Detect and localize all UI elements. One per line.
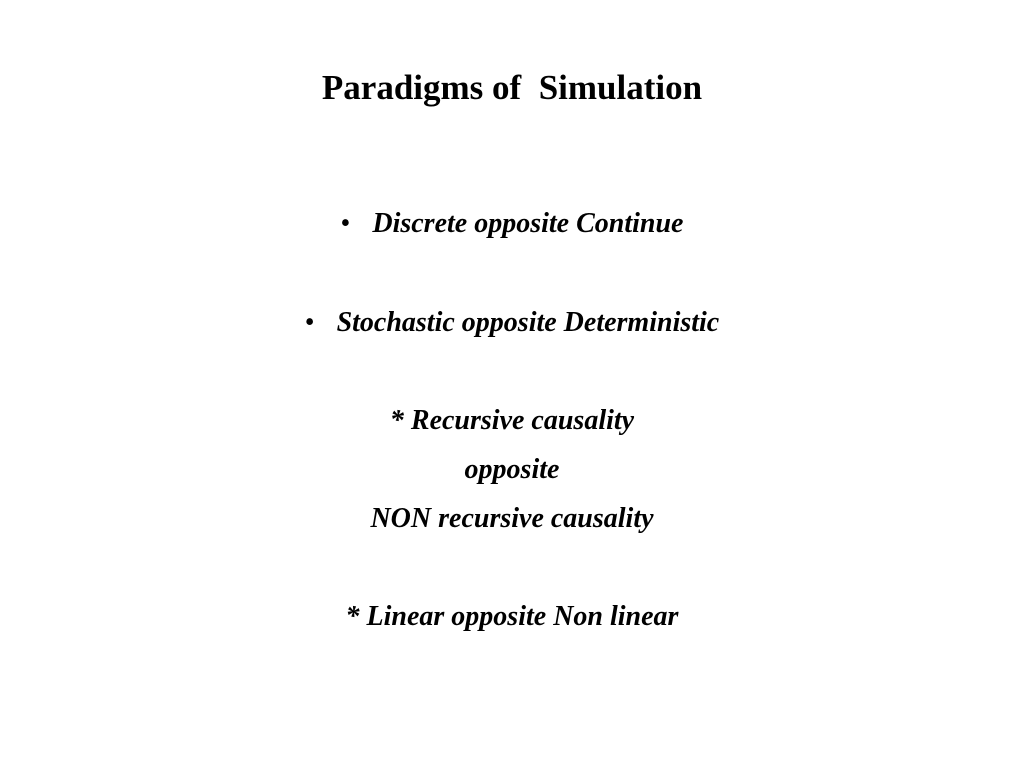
linear-nonlinear-line: * Linear opposite Non linear	[345, 601, 679, 632]
bullet-item-discrete	[0, 204, 1024, 244]
bullet-marker: •	[340, 208, 351, 239]
non-recursive-causality-line: NON recursive causality	[370, 503, 654, 534]
bullet-text: Stochastic opposite Deterministic	[336, 307, 720, 338]
opposite-line: opposite	[464, 454, 560, 485]
bullet-text: Discrete opposite Continue	[372, 208, 684, 239]
slide-title: Paradigms of Simulation	[321, 68, 703, 107]
recursive-causality-line: * Recursive causality	[389, 405, 635, 436]
bullet-marker: •	[304, 307, 315, 338]
bullet-item-stochastic	[0, 303, 1024, 343]
